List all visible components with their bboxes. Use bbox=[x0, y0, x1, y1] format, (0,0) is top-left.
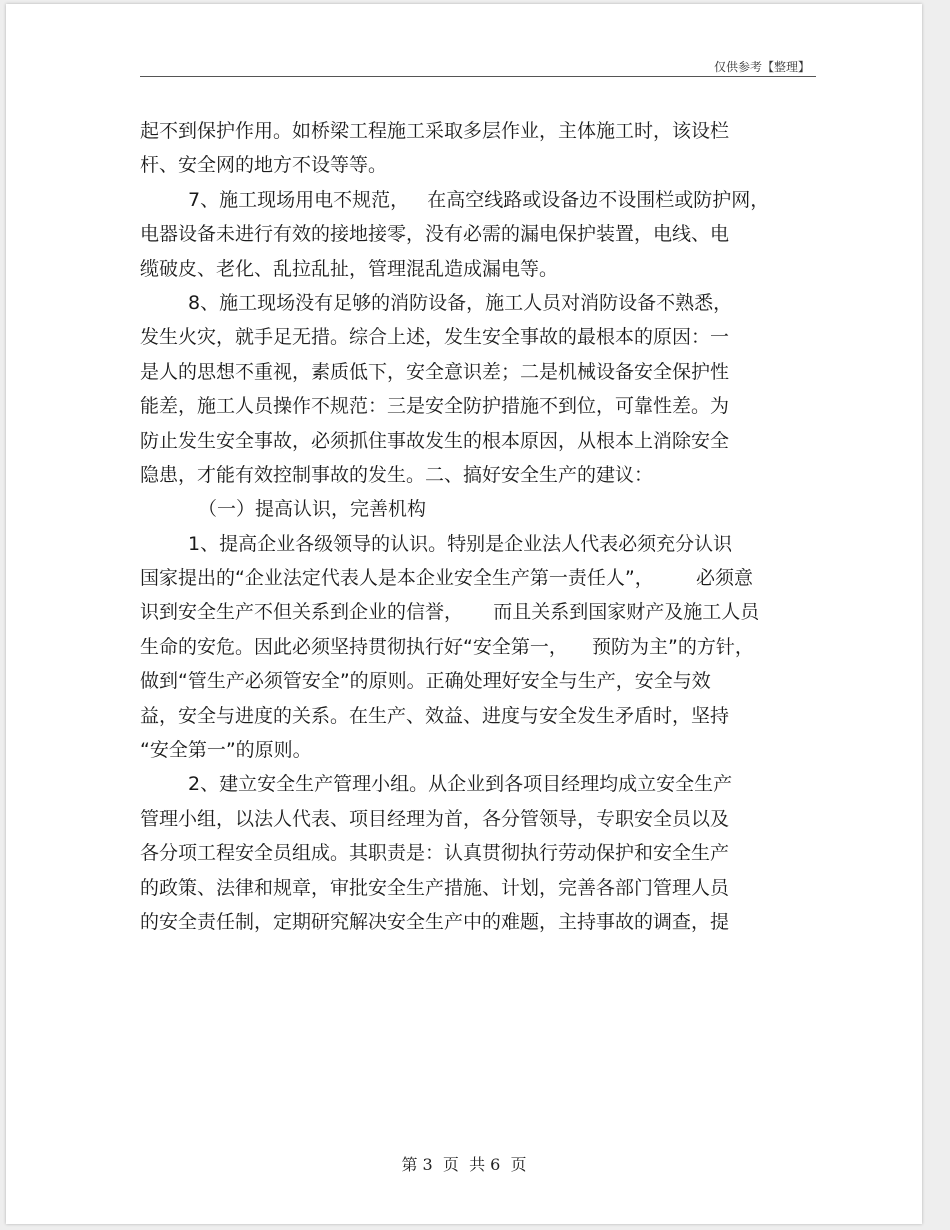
text-line: 防止发生安全事故，必须抓住事故发生的根本原因，从根本上消除安全 bbox=[140, 429, 730, 452]
text-line: 2、建立安全生产管理小组。从企业到各项目经理均成立安全生产 bbox=[188, 773, 733, 796]
text-line: 8、施工现场没有足够的消防设备，施工人员对消防设备不熟悉， bbox=[188, 291, 733, 314]
body-text bbox=[140, 114, 830, 939]
text-line: 是人的思想不重视，素质低下，安全意识差；二是机械设备安全保护性 bbox=[140, 360, 730, 383]
section-heading: （一）提高认识，完善机构 bbox=[198, 498, 427, 521]
text-line: 各分项工程安全员组成。其职责是：认真贯彻执行劳动保护和安全生产 bbox=[140, 842, 730, 865]
text-line: 识到安全生产不但关系到企业的信誉， 而且关系到国家财产及施工人员 bbox=[140, 601, 760, 624]
text-line: 发生火灾，就手足无措。综合上述，发生安全事故的最根本的原因：一 bbox=[140, 326, 730, 349]
text-line: “安全第一”的原则。 bbox=[140, 739, 312, 762]
text-line: 杆、安全网的地方不设等等。 bbox=[140, 154, 388, 177]
page-footer: 第 3 页 共 6 页 bbox=[401, 1155, 527, 1174]
text-line: 起不到保护作用。如桥梁工程施工采取多层作业，主体施工时，该设栏 bbox=[140, 120, 730, 142]
text-line: 的安全责任制，定期研究解决安全生产中的难题，主持事故的调查，提 bbox=[140, 910, 730, 933]
text-line: 国家提出的“企业法定代表人是本企业安全生产第一责任人”， 必须意 bbox=[140, 567, 753, 590]
text-line: 管理小组，以法人代表、项目经理为首，各分管领导，专职安全员以及 bbox=[140, 807, 730, 830]
text-line: 能差，施工人员操作不规范：三是安全防护措施不到位，可靠性差。为 bbox=[140, 395, 730, 418]
text-line: 7、施工现场用电不规范， 在高空线路或设备边不设围栏或防护网， bbox=[188, 188, 770, 211]
text-line: 益，安全与进度的关系。在生产、效益、进度与安全发生矛盾时，坚持 bbox=[140, 704, 730, 727]
text-line: 1、提高企业各级领导的认识。特别是企业法人代表必须充分认识 bbox=[188, 532, 733, 555]
header-note: 仅供参考【整理】 bbox=[713, 60, 810, 74]
text-line: 缆破皮、老化、乱拉乱扯，管理混乱造成漏电等。 bbox=[140, 257, 559, 280]
text-line: 的政策、法律和规章，审批安全生产措施、计划，完善各部门管理人员 bbox=[140, 876, 730, 899]
text-line: 电器设备未进行有效的接地接零，没有必需的漏电保护装置，电线、电 bbox=[140, 223, 730, 246]
document-page bbox=[6, 4, 922, 1224]
text-line: 隐患，才能有效控制事故的发生。二、搞好安全生产的建议： bbox=[140, 463, 654, 486]
text-line: 生命的安危。因此必须坚持贯彻执行好“安全第一， 预防为主”的方针， bbox=[140, 635, 754, 658]
header-rule bbox=[140, 76, 816, 77]
text-line: 做到“管生产必须管安全”的原则。正确处理好安全与生产，安全与效 bbox=[140, 670, 711, 693]
